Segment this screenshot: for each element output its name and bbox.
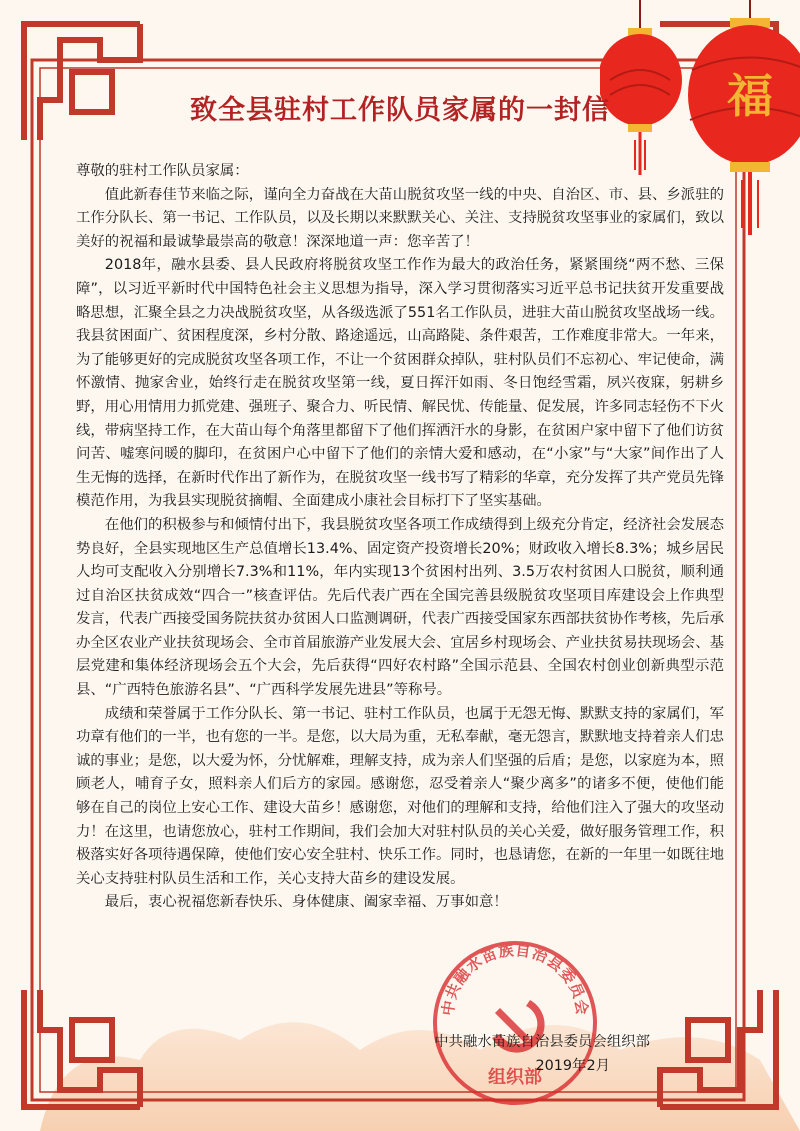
paragraph: 2018年，融水县委、县人民政府将脱贫攻坚工作作为最大的政治任务，紧紧围绕“两不愁、三保障”，以习近平新时代中国特色社会主义思想为指导，深入学习贯彻落实习近平总书记扶贫开发重要战略思想，汇聚全县之力决战脱贫攻坚，从各级选派了551名工作队员，进驻大苗山脱贫攻坚战场一线。我县贫困面广、贫困程度深，乡村分散、路途遥远，山高路陡、条件艰苦，工作难度非常大。一年来，为了能够更好的完成脱贫攻坚各项工作，不让一个贫困群众掉队，驻村队员们不忘初心、牢记使命，满怀激情、抛家舍业，始终行走在脱贫攻坚第一线，夏日挥汗如雨、冬日饱经雪霜，夙兴夜寐，躬耕乡野，用心用情用力抓党建、强班子、聚合力、听民情、解民忧、传能量、促发展，许多同志轻伤不下火线，带病坚持工作，在大苗山每个角落里都留下了他们挥洒汗水的身影，在贫困户家中留下了他们访贫问苦、嘘寒问暖的脚印，在贫困户心中留下了他们的亲情大爱和感动，在“小家”与“大家”间作出了人生无悔的选择，在新时代作出了新作为，在脱贫攻坚一线书写了精彩的华章，充分发挥了共产党员先锋模范作用，为我县实现脱贫摘帽、全面建成小康社会目标打下了坚实基础。 (76, 257, 724, 510)
paragraph: 最后，衷心祝福您新春快乐、身体健康、阖家幸福、万事如意！ (104, 894, 508, 911)
paragraph: 成绩和荣誉属于工作分队长、第一书记、驻村工作队员，也属于无怨无悔、默默支持的家属们，军功章有他们的一半，也有您的一半。是您，以大局为重，无私奉献，毫无怨言，默默地支持着亲人们忠诚的事业；是您，以大爱为怀，分忧解难，理解支持，成为亲人们坚强的后盾；是您，以家庭为本，照顾老人，哺育子女，照料亲人们后方的家园。感谢您，忍受着亲人“聚少离多”的诸多不便，使他们能够在自己的岗位上安心工作、建设大苗乡！感谢您，对他们的理解和支持，给他们注入了强大的攻坚动力！在这里，也请您放心，驻村工作期间，我们会加大对驻村队员的关心关爱，做好服务管理工作，积极落实好各项待遇保障，使他们安心安全驻村、快乐工作。同时，也恳请您，在新的一年里一如既往地关心支持驻村队员生活和工作，关心支持大苗乡的建设发展。 (76, 705, 724, 887)
seal-ring-text: 中共融水苗族自治县委员会 (438, 940, 592, 1017)
paragraph: 在他们的积极参与和倾情付出下，我县脱贫攻坚各项工作成绩得到上级充分肯定，经济社会发展态势良好，全县实现地区生产总值增长13.4%、固定资产投资增长20%；财政收入增长8.3%；城乡居民人均可支配收入分别增长7.3%和11%，年内实现13个贫困村出列、3.5万农村贫困人口脱贫，顺利通过自治区扶贫成效“四合一”核查评估。先后代表广西在全国完善县级脱贫攻坚项目库建设会上作典型发言，代表广西接受国务院扶贫办贫困人口监测调研，代表广西接受国家东西部扶贫协作考核，先后承办全区农业产业扶贫现场会、全市首届旅游产业发展大会、宜居乡村现场会、产业扶贫易扶现场会、基层党建和集体经济现场会五个大会，先后获得“四好农村路”全国示范县、全国农村创业创新典型示范县、“广西特色旅游名县”、“广西科学发展先进县”等称号。 (76, 516, 724, 699)
signature (434, 1030, 650, 1078)
salutation: 尊敬的驻村工作队员家属： (76, 163, 249, 179)
paragraph: 值此新春佳节来临之际，谨向全力奋战在大苗山脱贫攻坚一线的中央、自治区、市、县、乡派驻的工作分队长、第一书记、工作队员，以及长期以来默默关心、关注、支持脱贫攻坚事业的家属们，致以美好的祝福和最诚挚最崇高的敬意！深深地道一声：您辛苦了！ (76, 186, 724, 250)
lantern-fu-text: 福 (727, 69, 773, 123)
svg-text:中共融水苗族自治县委员会 (439, 941, 592, 1017)
signature-date: 2019年2月 (535, 1058, 610, 1074)
official-seal (430, 938, 600, 1108)
letter-body (76, 160, 724, 915)
seal-bottom-text: 组织部 (488, 1067, 542, 1088)
signature-org: 中共融水苗族自治县委员会组织部 (434, 1034, 650, 1050)
page-title: 致全县驻村工作队员家属的一封信 (190, 95, 610, 126)
